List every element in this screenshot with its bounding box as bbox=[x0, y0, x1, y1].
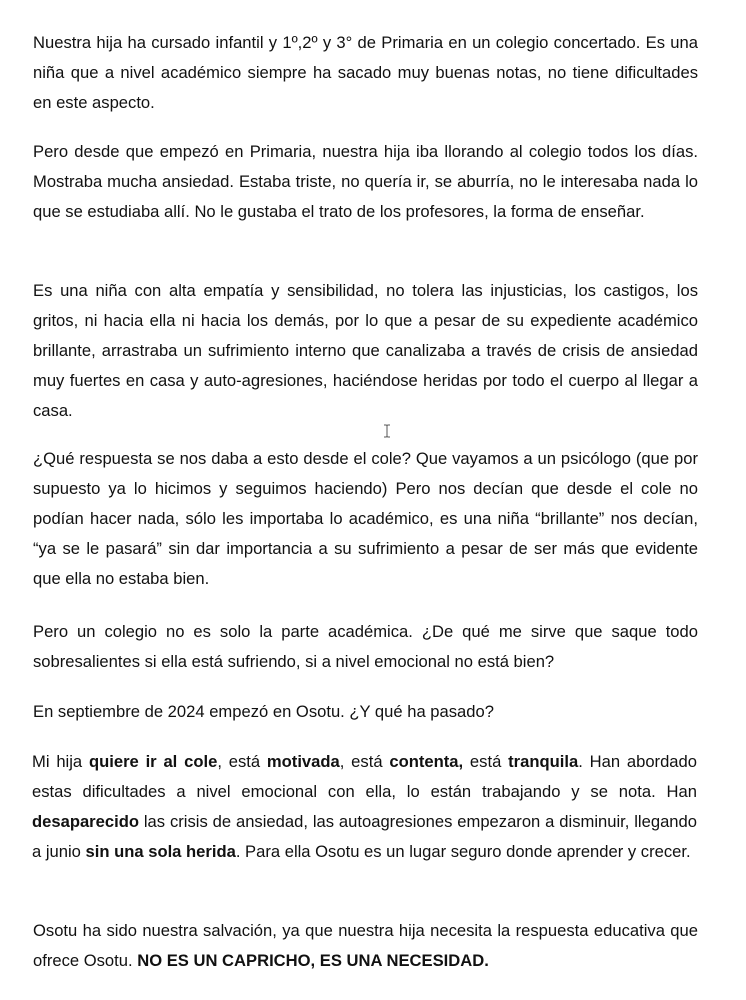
text-run: , está bbox=[339, 752, 390, 771]
text-run: está bbox=[463, 752, 509, 771]
text-run: , está bbox=[217, 752, 267, 771]
bold-text-conclusion: NO ES UN CAPRICHO, ES UNA NECESIDAD. bbox=[137, 951, 489, 970]
paragraph-3: Es una niña con alta empatía y sensibilidad, no tolera las injusticias, los castigos, los gritos, ni hacia ella ni hacia los demás, por lo que a pesar de su expediente académico brillante, arrastraba un sufrimiento interno que canalizaba a través de crisis de ansiedad muy fuertes en casa y auto-agresiones, haciéndose heridas por todo el cuerpo al llegar a casa. bbox=[33, 281, 698, 420]
text-run: Mi hija bbox=[32, 752, 89, 771]
paragraph-7 bbox=[32, 747, 697, 867]
bold-text-motivada: motivada bbox=[266, 752, 340, 771]
bold-text-desaparecido: desaparecido bbox=[32, 812, 139, 831]
paragraph-6: En septiembre de 2024 empezó en Osotu. ¿Y qué ha pasado? bbox=[33, 702, 494, 721]
bold-text-contenta: contenta, bbox=[389, 752, 464, 771]
paragraph-8 bbox=[33, 916, 698, 976]
paragraph-2: Pero desde que empezó en Primaria, nuestra hija iba llorando al colegio todos los días. Mostraba mucha ansiedad. Estaba triste, no quería ir, se aburría, no le interesaba nada lo que se estudiaba allí. No le gustaba el trato de los profesores, la forma de enseñar. bbox=[33, 142, 698, 221]
i-beam-cursor-icon bbox=[383, 424, 391, 438]
text-run: las crisis de ansiedad, las autoagresiones empezaron a disminuir, llegando a junio bbox=[32, 812, 697, 861]
paragraph-1: Nuestra hija ha cursado infantil y 1º,2º y 3° de Primaria en un colegio concertado. Es una niña que a nivel académico siempre ha sacado muy buenas notas, no tiene dificultades en este aspecto. bbox=[33, 33, 698, 112]
paragraph-5: Pero un colegio no es solo la parte académica. ¿De qué me sirve que saque todo sobresalientes si ella está sufriendo, si a nivel emocional no está bien? bbox=[33, 622, 698, 671]
text-run: . Han abordado estas dificultades a nivel emocional con ella, lo están trabajando y se nota. Han bbox=[32, 752, 697, 801]
bold-text-quiere-ir-al-cole: quiere ir al cole bbox=[88, 752, 218, 771]
bold-text-sin-una-sola-herida: sin una sola herida bbox=[85, 842, 236, 861]
paragraph-4: ¿Qué respuesta se nos daba a esto desde el cole? Que vayamos a un psicólogo (que por supuesto ya lo hicimos y seguimos haciendo) Pero nos decían que desde el cole no podían hacer nada, sólo les importaba lo académico, es una niña “brillante” nos decían, “ya se le pasará” sin dar importancia a su sufrimiento a pesar de ser más que evidente que ella no estaba bien. bbox=[33, 449, 698, 588]
text-run: . Para ella Osotu es un lugar seguro donde aprender y crecer. bbox=[235, 842, 691, 861]
text-run: Osotu ha sido nuestra salvación, ya que nuestra hija necesita la respuesta educativa que ofrece Osotu. bbox=[33, 921, 698, 970]
bold-text-tranquila: tranquila bbox=[508, 752, 579, 771]
